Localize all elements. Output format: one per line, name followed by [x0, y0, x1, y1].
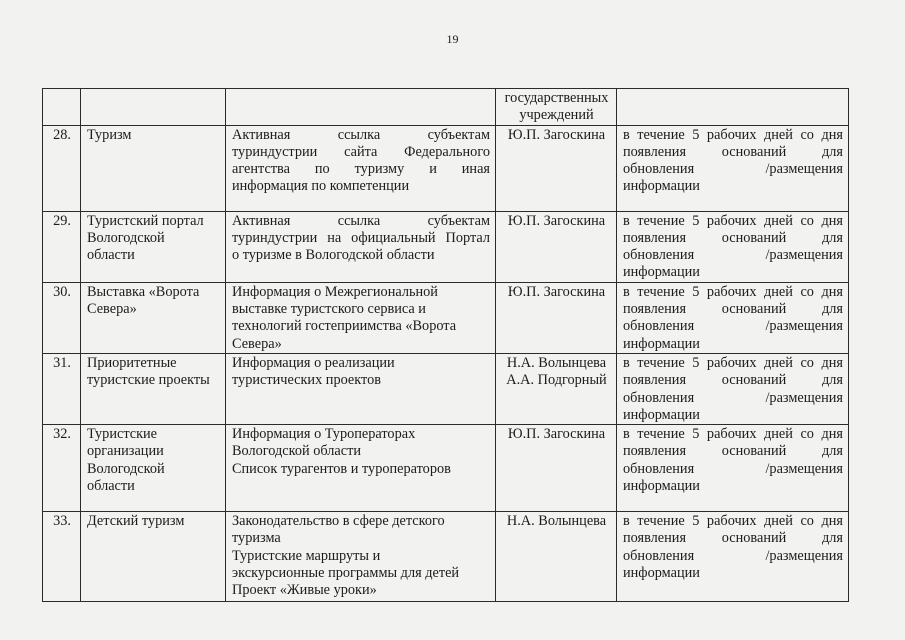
text-line: туризма: [232, 530, 281, 547]
topic-cell: [81, 282, 226, 353]
text-line: Приоритетные: [87, 354, 177, 371]
content-cell: [226, 353, 496, 424]
text-line: Ю.П. Загоскина: [507, 126, 606, 143]
text-line: Ю.П. Загоскина: [507, 283, 606, 300]
text-line: туриндустрии сайта Федерального: [232, 143, 490, 160]
text-line: обновления /размещения: [623, 318, 843, 335]
text-line: появления оснований для: [623, 229, 843, 246]
text-line: Информация о Межрегиональной: [232, 283, 438, 300]
deadline-cell: [617, 512, 849, 602]
content-cell: [226, 512, 496, 602]
text-line: информации: [623, 478, 700, 495]
row-number-cell: [43, 512, 81, 602]
responsible-cell: [496, 282, 617, 353]
deadline-cell: [617, 425, 849, 512]
content-cell: [226, 125, 496, 211]
text-line: Ю.П. Загоскина: [507, 426, 606, 443]
text-line: учреждений: [519, 107, 594, 124]
page-number: 19: [446, 32, 459, 46]
text-line: обновления /размещения: [623, 247, 843, 264]
text-line: о туризме в Вологодской области: [232, 247, 435, 264]
text-line: в течение 5 рабочих дней со дня: [623, 283, 843, 300]
responsible-cell: [496, 425, 617, 512]
text-line: появления оснований для: [623, 143, 843, 160]
table-row: [43, 211, 849, 282]
row-number-cell: [43, 425, 81, 512]
content-cell: [226, 211, 496, 282]
responsible-cell: [496, 211, 617, 282]
table-row: [43, 125, 849, 211]
row-number: 29.: [53, 212, 71, 229]
text-line: в течение 5 рабочих дней со дня: [623, 513, 843, 530]
text-line: Выставка «Ворота: [87, 283, 200, 300]
text-line: информации: [623, 565, 700, 582]
deadline-cell: [617, 125, 849, 211]
row-number-cell: [43, 282, 81, 353]
row-number-cell: [43, 211, 81, 282]
text-line: Вологодской: [87, 229, 165, 246]
content-cell: [226, 425, 496, 512]
content-cell: [226, 282, 496, 353]
text-line: Севера»: [232, 335, 282, 352]
text-line: агентства по туризму и иная: [232, 161, 490, 178]
row-number: 31.: [53, 354, 71, 371]
row-number: 28.: [53, 126, 71, 143]
text-line: информации: [623, 264, 700, 281]
text-line: туриндустрии на официальный Портал: [232, 229, 490, 246]
table-row: [43, 512, 849, 602]
text-line: обновления /размещения: [623, 547, 843, 564]
plan-table: [42, 88, 849, 602]
row-number: 32.: [53, 426, 71, 443]
row-number: 30.: [53, 283, 71, 300]
topic-cell: [81, 425, 226, 512]
text-line: Список турагентов и туроператоров: [232, 460, 451, 477]
text-line: информации: [623, 406, 700, 423]
text-line: государственных: [504, 90, 609, 106]
text-line: Детский туризм: [87, 513, 185, 530]
content-cell: [226, 89, 496, 126]
row-number-cell: [43, 353, 81, 424]
text-line: информации: [623, 178, 700, 195]
text-line: А.А. Подгорный: [506, 372, 607, 389]
text-line: экскурсионные программы для детей: [232, 565, 460, 582]
text-line: в течение 5 рабочих дней со дня: [623, 126, 843, 143]
row-number-cell: [43, 89, 81, 126]
text-line: Туристские маршруты и: [232, 547, 381, 564]
topic-cell: [81, 211, 226, 282]
table-header-continuation-row: [43, 89, 849, 126]
text-line: появления оснований для: [623, 530, 843, 547]
deadline-cell: [617, 211, 849, 282]
text-line: в течение 5 рабочих дней со дня: [623, 426, 843, 443]
text-line: Активная ссылка субъектам: [232, 126, 490, 143]
deadline-cell: [617, 282, 849, 353]
text-line: обновления /размещения: [623, 161, 843, 178]
text-line: области: [87, 478, 135, 495]
text-line: обновления /размещения: [623, 460, 843, 477]
text-line: Н.А. Волынцева: [506, 513, 607, 530]
text-line: туристские проекты: [87, 372, 210, 389]
text-line: Информация о реализации: [232, 354, 395, 371]
text-line: информация по компетенции: [232, 178, 410, 195]
text-line: туристических проектов: [232, 372, 381, 389]
text-line: в течение 5 рабочих дней со дня: [623, 354, 843, 371]
text-line: Законодательство в сфере детского: [232, 513, 445, 530]
responsible-cell: [496, 353, 617, 424]
text-line: организации: [87, 443, 164, 460]
topic-cell: [81, 512, 226, 602]
responsible-cell: [496, 89, 617, 126]
topic-cell: [81, 89, 226, 126]
deadline-cell: [617, 353, 849, 424]
text-line: Ю.П. Загоскина: [507, 212, 606, 229]
responsible-cell: [496, 125, 617, 211]
row-number-cell: [43, 125, 81, 211]
text-line: выставке туристского сервиса и: [232, 301, 426, 318]
text-line: Информация о Туроператорах: [232, 426, 416, 443]
topic-cell: [81, 125, 226, 211]
responsible-cell: [496, 512, 617, 602]
text-line: Севера»: [87, 301, 137, 318]
text-line: Активная ссылка субъектам: [232, 212, 490, 229]
table-row: [43, 353, 849, 424]
text-line: в течение 5 рабочих дней со дня: [623, 212, 843, 229]
text-line: появления оснований для: [623, 372, 843, 389]
text-line: появления оснований для: [623, 443, 843, 460]
text-line: Проект «Живые уроки»: [232, 582, 377, 599]
deadline-cell: [617, 89, 849, 126]
text-line: технологий гостеприимства «Ворота: [232, 318, 457, 335]
text-line: Туристские: [87, 426, 158, 443]
text-line: Вологодской: [87, 460, 165, 477]
text-line: области: [87, 247, 135, 264]
text-line: появления оснований для: [623, 301, 843, 318]
text-line: Туристский портал: [87, 212, 204, 229]
table-row: [43, 425, 849, 512]
row-number: 33.: [53, 513, 71, 530]
text-line: Туризм: [87, 126, 132, 143]
text-line: информации: [623, 335, 700, 352]
text-line: Вологодской области: [232, 443, 362, 460]
table-row: [43, 282, 849, 353]
text-line: обновления /размещения: [623, 389, 843, 406]
text-line: Н.А. Волынцева: [506, 354, 607, 371]
topic-cell: [81, 353, 226, 424]
